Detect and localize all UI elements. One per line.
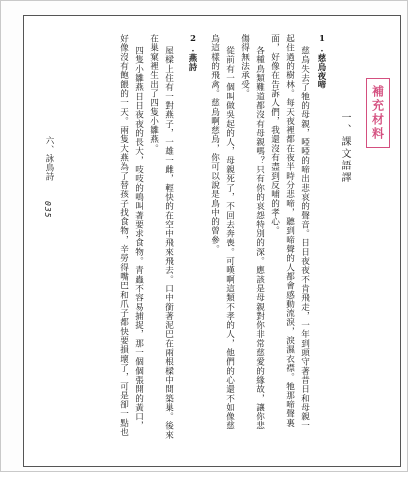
poem1-p1-line3: 面，好像在告訴人們，我還沒有盡到反哺的孝心。 xyxy=(269,34,280,236)
poem1-p3-line1: 從前有一個叫做吳起的人，母親死了，不回去奔喪。可嘆啊這類不孝的人，他們的心還不如像慈 xyxy=(224,46,235,431)
poem2-p2-line1: 四隻小雛燕日日夜夜的長大，吱吱的鳴叫著要求食物。青蟲不容易捕捉，那一個個張開的黃口， xyxy=(133,46,144,431)
running-head: 六、詠鳥詩 xyxy=(44,136,54,181)
poem1-p2-line1: 各種鳥類難道都沒有母親嗎？只有你的哀怨特別的深。應該是母親對你非常慈愛的緣故，讓你悲 xyxy=(254,46,265,431)
page-number: 035 xyxy=(43,201,52,219)
poem1-p3-line2: 烏這樣的飛禽。慈烏啊慈烏，你可以說是鳥中的曾參。 xyxy=(209,34,220,254)
poem1-heading: 1.慈烏夜啼 xyxy=(317,33,327,89)
section-title: 一、課文語譯 xyxy=(339,112,350,184)
poem1-p1-line1: 慈烏失去了牠的母親，啞啞的啼出悲哀的聲音。日日夜夜不肯飛走，一年到頭守著昔日和母親一 xyxy=(299,46,310,431)
poem2-heading: 2.燕詩 xyxy=(188,33,198,72)
poem1-p2-line2: 傷得無法承受。 xyxy=(239,34,250,99)
book-page xyxy=(23,15,401,467)
poem2-p2-line2: 好像沒有飽餵的一天。兩隻大燕為了替孩子找食物，辛勞得嘴巴和爪子都快要損壞了，可是卻一點也 xyxy=(118,34,129,437)
poem2-p1-line1: 屋樑上住有一對燕子，一雄一雌，輕快的在空中飛來飛去。口中銜著泥巴在兩根樑中間築巢。後來 xyxy=(163,46,174,440)
badge-label: 補充材料 xyxy=(370,85,385,141)
poem1-p1-line2: 起住過的樹林。每天夜裡都在夜半時分悲啼，聽到啼聲的人都會感動流淚，淚濕衣襟。牠那啼聲裏 xyxy=(284,34,295,428)
supplementary-material-badge xyxy=(366,78,390,148)
poem2-p1-line2: 在巢窠裡生出了四隻小雛燕。 xyxy=(148,34,159,153)
